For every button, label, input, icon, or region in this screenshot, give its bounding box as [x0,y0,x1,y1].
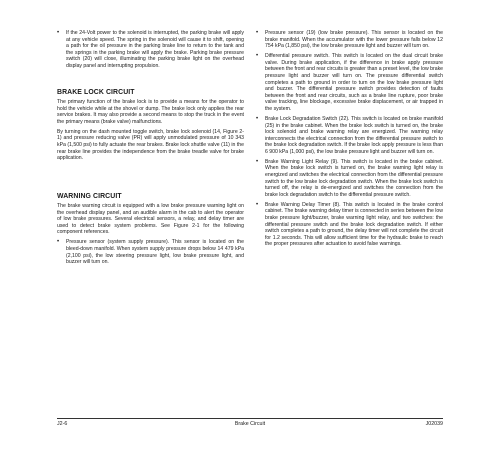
bullet-system-supply-pressure-sensor: • Pressure sensor (system supply pressure). This sensor is located on the bleed-down manifold. When system supply pressure drops below 14 479 kPa (2,100 psi), the low steering pressure light, low brake pressure light, and buzzer will turn on. [57,239,244,265]
footer-document-id: J02039 [425,421,443,427]
bullet-low-brake-pressure-sensor: • Pressure sensor (19) (low brake pressure). This sensor is located on the brake manifold. When the accumulator with the lower pressure falls below 12 754 kPa (1,850 psi), the low brake pressure light and buzzer will turn on. [256,30,443,50]
brake-lock-paragraph-2: By turning on the dash mounted toggle switch, brake lock solenoid (14, Figure 2-1) and pressure reducing valve (PR) will apply unmodulated pressure of 10 343 kPa (1,500 psi) to fully actuate the rear brakes. Brake lock shuttle valve (11) in the rear brake line provides the independence from the brake treadle valve for brake application. [57,128,244,162]
brake-lock-heading: BRAKE LOCK CIRCUIT [57,88,135,96]
left-column [57,26,244,269]
warning-circuit-paragraph: The brake warning circuit is equipped with a low brake pressure warning light on the overhead display panel, and an audible alarm in the cab to alert the operator of low brake pressures. Several electrical sensors, a relay, and delay timer are used to detect brake system problems. See Figure 2-1 for the following component references. [57,203,244,236]
right-column [256,26,443,251]
bullet-brake-warning-light-relay: • Brake Warning Light Relay (9). This switch is located in the brake cabinet. When the brake lock switch is turned on, the brake warning light relay is energized and switches the electrical connection from the differential pressure switch to the low brake lock degradation switch. When the brake lock switch is turned off, the relay is de-energized and switches the connection from the brake lock degradation switch to the differential pressure switch. [256,159,443,199]
warning-circuit-heading: WARNING CIRCUIT [57,193,122,201]
footer-divider [57,418,443,419]
bullet-brake-lock-degradation-switch: • Brake Lock Degradation Switch (22). This switch is located on brake manifold (25) in the brake cabinet. When the brake lock switch is turned on, the brake lock solenoid and brake warning relay are energized. The warning relay interconnects the electrical connection from the differential pressure switch to the brake lock degradation switch. If the brake lock apply pressure is less than 6 900 kPa (1,000 psi), the low brake pressure light and buzzer will turn on. [256,116,443,156]
footer-page-number: J2-6 [57,421,68,427]
bullet-brake-warning-delay-timer: • Brake Warning Delay Timer (8). This switch is located in the brake control cabinet. The brake warning delay timer is connected in series between the low brake pressure light/buzzer, brake warning light relay, and two switches: the differential pressure switch and the brake lock degradation switch. If either switch completes a path to ground, the delay timer will not complete the circuit for 1.2 seconds. This will allow sufficient time for the hydraulic brake to reach the proper pressures after actuation to avoid false warnings. [256,202,443,248]
brake-lock-paragraph-1: The primary function of the brake lock is to provide a means for the operator to hold the vehicle while at the shovel or dump. The brake lock only applies the rear service brakes. It may also provide a second means to stop the truck in the event the primary means (brake valve) malfunctions. [57,98,244,125]
bullet-parking-brake-solenoid: • If the 24-Volt power to the solenoid is interrupted, the parking brake will apply at any vehicle speed. The spring in the solenoid will cause it to shift, opening a path for the oil pressure in the parking brake line to return to the tank and the springs in the parking brake will apply the brake. Parking brake pressure switch (20) will close, illuminating the parking brake light on the overhead display panel and interrupting propulsion. [57,30,244,70]
footer-section-title: Brake Circuit [234,421,266,427]
bullet-differential-pressure-switch: • Differential pressure switch. This switch is located on the dual circuit brake valve. During brake application, if the difference in brake apply pressure between the front and rear circuits is greater than a preset level, the low brake pressure light and buzzer will turn on. The pressure differential switch completes a path to ground in order to turn on the low brake pressure light and buzzer. The differential pressure switch provides detection of faults between the front and rear circuits, such as a brake line rupture, poor brake valve tracking, line blockage, excessive brake displacement, or air trapped in the system. [256,53,443,112]
